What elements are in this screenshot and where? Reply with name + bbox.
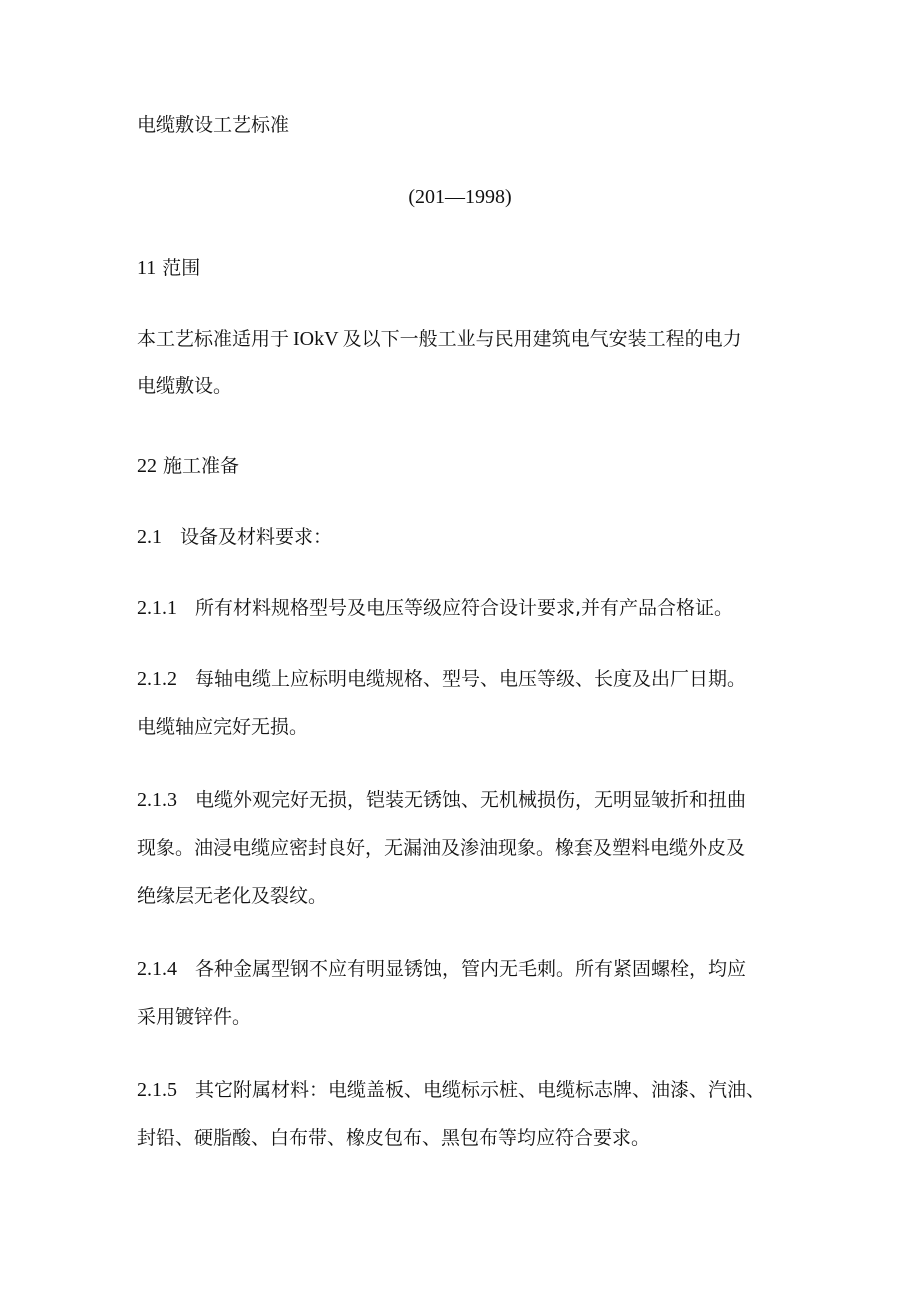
clause-2-1-3-line-2 xyxy=(137,836,745,860)
clause-2-1-3-line-1 xyxy=(137,788,746,812)
clause-2-1-4-number: 2.1.4 xyxy=(137,958,177,980)
clause-2-1-3-number: 2.1.3 xyxy=(137,789,177,811)
section-2-heading xyxy=(137,454,239,478)
clause-2-1-5-text-2: 封铅、硬脂酸、白布带、橡皮包布、黑包布等均应符合要求。 xyxy=(137,1127,651,1149)
clause-2-1-4-text-2: 采用镀锌件。 xyxy=(137,1006,252,1028)
clause-2-1-3-text-3: 绝缘层无老化及裂纹。 xyxy=(137,885,328,907)
clause-2-1-1-text: 所有材料规格型号及电压等级应符合设计要求,并有产品合格证。 xyxy=(195,597,734,619)
clause-2-1-5-text-1: 其它附属材料：电缆盖板、电缆标示桩、电缆标志牌、油漆、汽油、 xyxy=(195,1079,766,1101)
clause-2-1-3-line-3 xyxy=(137,884,327,908)
section-1-para-line-1 xyxy=(137,327,742,351)
doc-title-text: 电缆敷设工艺标准 xyxy=(137,114,290,136)
clause-2-1-5-line-2 xyxy=(137,1126,650,1150)
section-1-para-a: 本工艺标准适用于 xyxy=(137,328,290,350)
clause-2-1-4-text-1: 各种金属型钢不应有明显锈蚀，管内无毛刺。所有紧固螺栓，均应 xyxy=(195,958,747,980)
clause-2-1-text: 设备及材料要求： xyxy=(180,526,333,548)
clause-2-1-number: 2.1 xyxy=(137,526,162,548)
section-1-para-line-2-text: 电缆敷设。 xyxy=(137,375,233,397)
clause-2-1-5-number: 2.1.5 xyxy=(137,1079,177,1101)
section-1-heading xyxy=(137,256,200,280)
clause-2-1-2-text-1: 每轴电缆上应标明电缆规格、型号、电压等级、长度及出厂日期。 xyxy=(195,668,747,690)
clause-2-1-5-line-1 xyxy=(137,1078,765,1102)
section-2-number: 22 xyxy=(137,455,157,477)
section-1-para-line-2 xyxy=(137,374,232,398)
clause-2-1-1 xyxy=(137,596,733,620)
clause-2-1-2-number: 2.1.2 xyxy=(137,668,177,690)
section-1-title: 范围 xyxy=(162,257,201,279)
clause-2-1-2-line-1 xyxy=(137,667,746,691)
clause-2-1-3-text-2: 现象。油浸电缆应密封良好，无漏油及渗油现象。橡套及塑料电缆外皮及 xyxy=(137,837,746,859)
clause-2-1-4-line-2 xyxy=(137,1005,251,1029)
section-1-para-b: IOkV xyxy=(293,328,339,350)
doc-code-text: (201—1998) xyxy=(408,186,512,208)
doc-code xyxy=(0,185,920,209)
section-1-para-c: 及以下一般工业与民用建筑电气安装工程的电力 xyxy=(342,328,742,350)
section-1-number: 11 xyxy=(137,257,157,279)
clause-2-1-2-line-2 xyxy=(137,715,308,739)
clause-2-1-1-number: 2.1.1 xyxy=(137,597,177,619)
clause-2-1-4-line-1 xyxy=(137,957,746,981)
section-2-title: 施工准备 xyxy=(163,455,240,477)
clause-2-1-3-text-1: 电缆外观完好无损，铠装无锈蚀、无机械损伤，无明显皱折和扭曲 xyxy=(195,789,747,811)
clause-2-1 xyxy=(137,525,332,549)
doc-title xyxy=(137,113,289,137)
clause-2-1-2-text-2: 电缆轴应完好无损。 xyxy=(137,716,309,738)
